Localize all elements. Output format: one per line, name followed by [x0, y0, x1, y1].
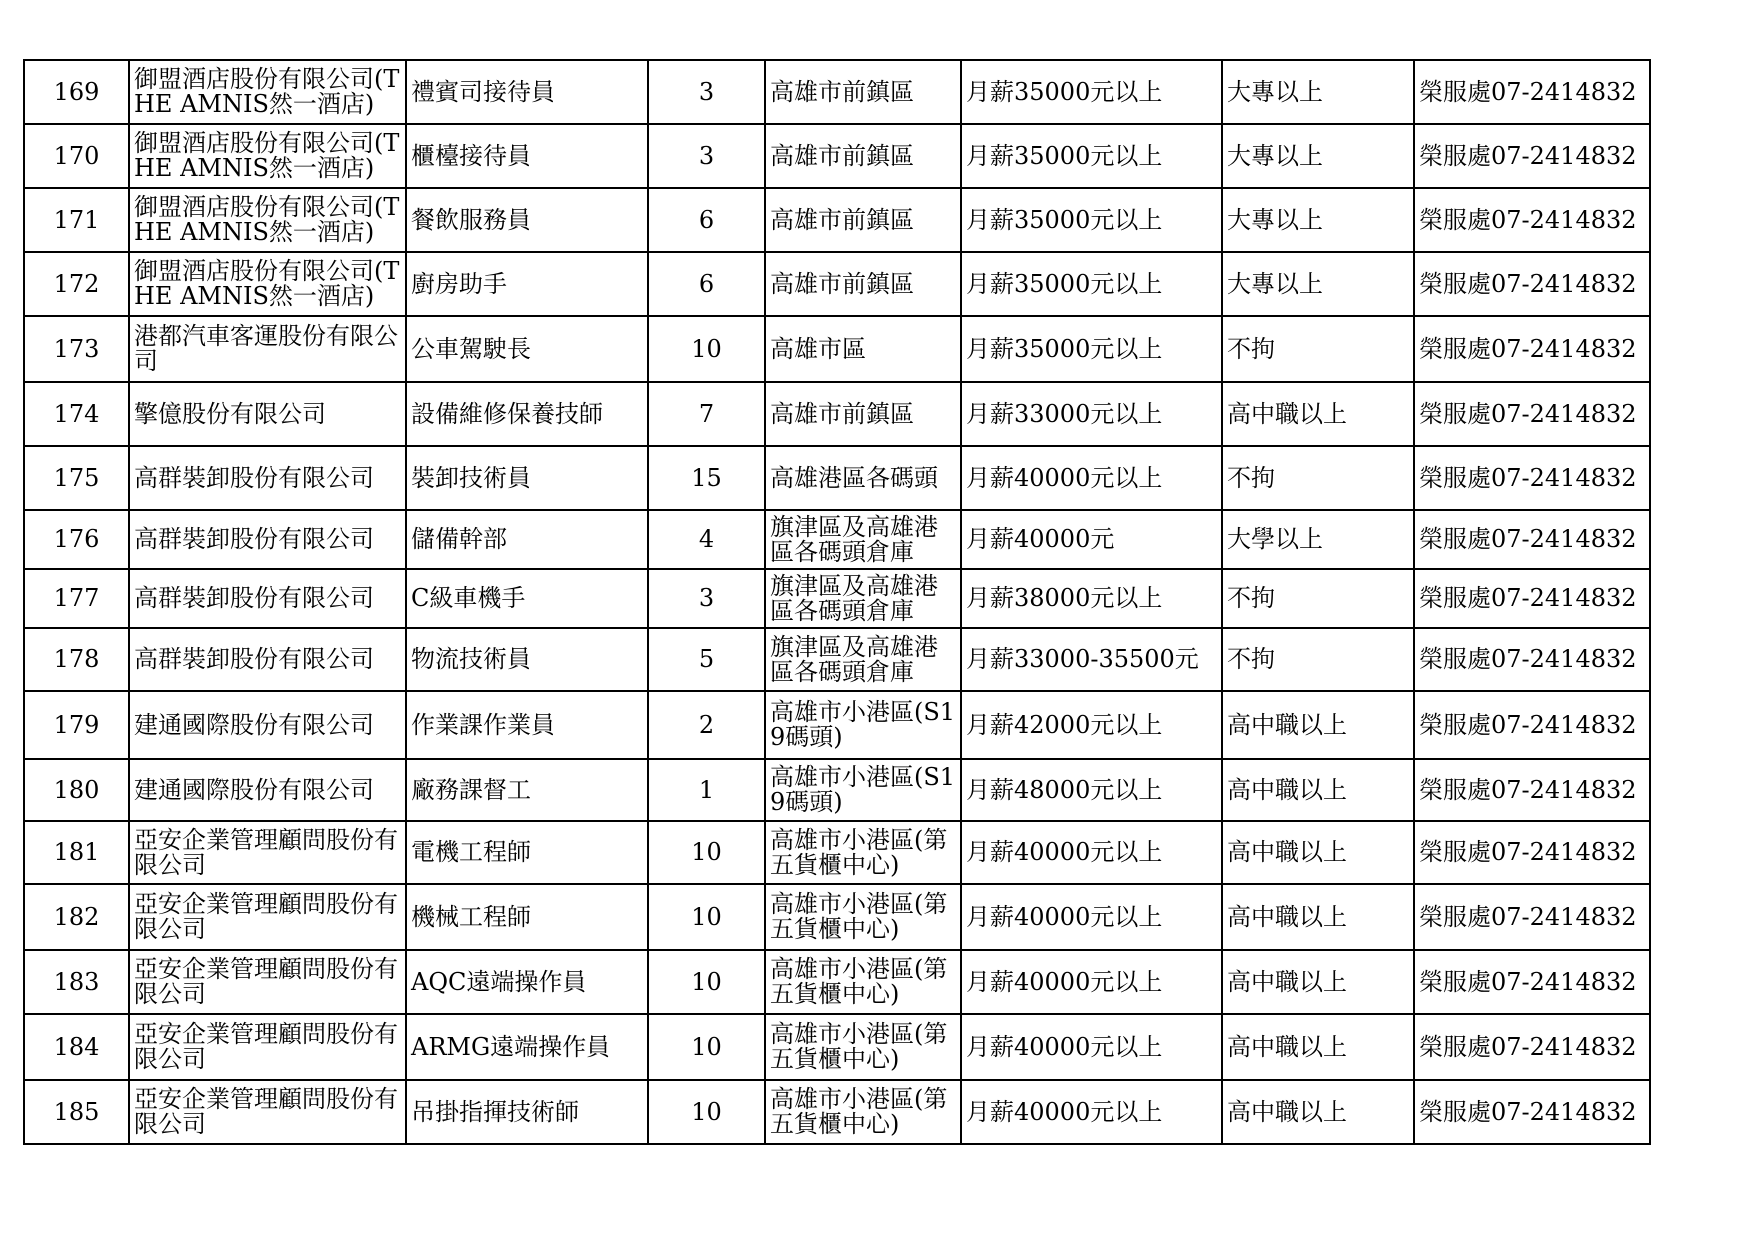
- table-row: [24, 1080, 1650, 1144]
- education-requirement-cell: 大專以上: [1222, 188, 1414, 252]
- salary-cell: 月薪35000元以上: [961, 252, 1222, 316]
- job-title-cell: 廚房助手: [406, 252, 648, 316]
- openings-count-cell: 10: [648, 950, 765, 1014]
- contact-info-cell: 榮服處07-2414832: [1414, 759, 1650, 821]
- job-title-cell: ARMG遠端操作員: [406, 1014, 648, 1080]
- work-location-cell: 旗津區及高雄港區各碼頭倉庫: [765, 628, 961, 691]
- education-requirement-cell: 不拘: [1222, 628, 1414, 691]
- openings-count-cell: 1: [648, 759, 765, 821]
- company-name-cell: 高群裝卸股份有限公司: [129, 446, 406, 510]
- salary-cell: 月薪33000元以上: [961, 382, 1222, 446]
- row-number-cell: 174: [24, 382, 129, 446]
- company-name-cell: 高群裝卸股份有限公司: [129, 510, 406, 569]
- education-requirement-cell: 高中職以上: [1222, 821, 1414, 884]
- table-row: [24, 1014, 1650, 1080]
- row-number-cell: 178: [24, 628, 129, 691]
- job-title-cell: 作業課作業員: [406, 691, 648, 759]
- row-number-cell: 182: [24, 884, 129, 950]
- openings-count-cell: 3: [648, 60, 765, 124]
- contact-info-cell: 榮服處07-2414832: [1414, 316, 1650, 382]
- contact-info-cell: 榮服處07-2414832: [1414, 1080, 1650, 1144]
- openings-count-cell: 10: [648, 821, 765, 884]
- contact-info-cell: 榮服處07-2414832: [1414, 569, 1650, 628]
- work-location-cell: 高雄市小港區(S19碼頭): [765, 691, 961, 759]
- row-number-cell: 177: [24, 569, 129, 628]
- company-name-cell: 建通國際股份有限公司: [129, 759, 406, 821]
- job-title-cell: 設備維修保養技師: [406, 382, 648, 446]
- job-title-cell: 餐飲服務員: [406, 188, 648, 252]
- company-name-cell: 御盟酒店股份有限公司(THE AMNIS然一酒店): [129, 252, 406, 316]
- job-title-cell: 公車駕駛長: [406, 316, 648, 382]
- contact-info-cell: 榮服處07-2414832: [1414, 884, 1650, 950]
- openings-count-cell: 10: [648, 884, 765, 950]
- company-name-cell: 亞安企業管理顧問股份有限公司: [129, 884, 406, 950]
- contact-info-cell: 榮服處07-2414832: [1414, 950, 1650, 1014]
- salary-cell: 月薪35000元以上: [961, 124, 1222, 188]
- company-name-cell: 御盟酒店股份有限公司(THE AMNIS然一酒店): [129, 124, 406, 188]
- salary-cell: 月薪48000元以上: [961, 759, 1222, 821]
- job-title-cell: 機械工程師: [406, 884, 648, 950]
- contact-info-cell: 榮服處07-2414832: [1414, 821, 1650, 884]
- salary-cell: 月薪33000-35500元: [961, 628, 1222, 691]
- contact-info-cell: 榮服處07-2414832: [1414, 124, 1650, 188]
- company-name-cell: 御盟酒店股份有限公司(THE AMNIS然一酒店): [129, 188, 406, 252]
- work-location-cell: 高雄市小港區(S19碼頭): [765, 759, 961, 821]
- company-name-cell: 亞安企業管理顧問股份有限公司: [129, 1080, 406, 1144]
- education-requirement-cell: 高中職以上: [1222, 1014, 1414, 1080]
- table-row: [24, 382, 1650, 446]
- work-location-cell: 高雄市前鎮區: [765, 60, 961, 124]
- salary-cell: 月薪40000元以上: [961, 821, 1222, 884]
- work-location-cell: 高雄港區各碼頭: [765, 446, 961, 510]
- education-requirement-cell: 高中職以上: [1222, 691, 1414, 759]
- salary-cell: 月薪40000元: [961, 510, 1222, 569]
- openings-count-cell: 2: [648, 691, 765, 759]
- row-number-cell: 181: [24, 821, 129, 884]
- salary-cell: 月薪42000元以上: [961, 691, 1222, 759]
- row-number-cell: 185: [24, 1080, 129, 1144]
- work-location-cell: 高雄市前鎮區: [765, 252, 961, 316]
- education-requirement-cell: 高中職以上: [1222, 950, 1414, 1014]
- contact-info-cell: 榮服處07-2414832: [1414, 382, 1650, 446]
- education-requirement-cell: 不拘: [1222, 316, 1414, 382]
- contact-info-cell: 榮服處07-2414832: [1414, 60, 1650, 124]
- salary-cell: 月薪40000元以上: [961, 884, 1222, 950]
- job-title-cell: 櫃檯接待員: [406, 124, 648, 188]
- education-requirement-cell: 不拘: [1222, 446, 1414, 510]
- work-location-cell: 高雄市小港區(第五貨櫃中心): [765, 950, 961, 1014]
- row-number-cell: 184: [24, 1014, 129, 1080]
- row-number-cell: 173: [24, 316, 129, 382]
- work-location-cell: 高雄市前鎮區: [765, 382, 961, 446]
- table-row: [24, 316, 1650, 382]
- company-name-cell: 亞安企業管理顧問股份有限公司: [129, 821, 406, 884]
- job-title-cell: 禮賓司接待員: [406, 60, 648, 124]
- table-row: [24, 252, 1650, 316]
- row-number-cell: 171: [24, 188, 129, 252]
- table-body: [24, 60, 1650, 1144]
- contact-info-cell: 榮服處07-2414832: [1414, 446, 1650, 510]
- contact-info-cell: 榮服處07-2414832: [1414, 510, 1650, 569]
- contact-info-cell: 榮服處07-2414832: [1414, 252, 1650, 316]
- contact-info-cell: 榮服處07-2414832: [1414, 1014, 1650, 1080]
- row-number-cell: 172: [24, 252, 129, 316]
- table-row: [24, 821, 1650, 884]
- work-location-cell: 高雄市小港區(第五貨櫃中心): [765, 1080, 961, 1144]
- table-row: [24, 188, 1650, 252]
- job-title-cell: 吊掛指揮技術師: [406, 1080, 648, 1144]
- education-requirement-cell: 高中職以上: [1222, 1080, 1414, 1144]
- row-number-cell: 175: [24, 446, 129, 510]
- table-row: [24, 628, 1650, 691]
- salary-cell: 月薪40000元以上: [961, 1014, 1222, 1080]
- salary-cell: 月薪35000元以上: [961, 188, 1222, 252]
- education-requirement-cell: 大專以上: [1222, 124, 1414, 188]
- education-requirement-cell: 大專以上: [1222, 252, 1414, 316]
- table-row: [24, 510, 1650, 569]
- openings-count-cell: 5: [648, 628, 765, 691]
- work-location-cell: 高雄市小港區(第五貨櫃中心): [765, 1014, 961, 1080]
- salary-cell: 月薪40000元以上: [961, 446, 1222, 510]
- work-location-cell: 旗津區及高雄港區各碼頭倉庫: [765, 510, 961, 569]
- company-name-cell: 亞安企業管理顧問股份有限公司: [129, 950, 406, 1014]
- table-row: [24, 124, 1650, 188]
- work-location-cell: 高雄市前鎮區: [765, 124, 961, 188]
- row-number-cell: 170: [24, 124, 129, 188]
- table-row: [24, 759, 1650, 821]
- work-location-cell: 高雄市小港區(第五貨櫃中心): [765, 821, 961, 884]
- education-requirement-cell: 大專以上: [1222, 60, 1414, 124]
- salary-cell: 月薪35000元以上: [961, 316, 1222, 382]
- company-name-cell: 高群裝卸股份有限公司: [129, 569, 406, 628]
- job-title-cell: AQC遠端操作員: [406, 950, 648, 1014]
- row-number-cell: 176: [24, 510, 129, 569]
- table-row: [24, 950, 1650, 1014]
- education-requirement-cell: 不拘: [1222, 569, 1414, 628]
- company-name-cell: 港都汽車客運股份有限公司: [129, 316, 406, 382]
- openings-count-cell: 10: [648, 1080, 765, 1144]
- education-requirement-cell: 高中職以上: [1222, 884, 1414, 950]
- openings-count-cell: 15: [648, 446, 765, 510]
- job-title-cell: 電機工程師: [406, 821, 648, 884]
- job-title-cell: 裝卸技術員: [406, 446, 648, 510]
- company-name-cell: 亞安企業管理顧問股份有限公司: [129, 1014, 406, 1080]
- table-row: [24, 884, 1650, 950]
- table-row: [24, 691, 1650, 759]
- table-row: [24, 569, 1650, 628]
- row-number-cell: 183: [24, 950, 129, 1014]
- job-title-cell: 廠務課督工: [406, 759, 648, 821]
- row-number-cell: 180: [24, 759, 129, 821]
- openings-count-cell: 6: [648, 188, 765, 252]
- salary-cell: 月薪40000元以上: [961, 950, 1222, 1014]
- table-row: [24, 446, 1650, 510]
- job-title-cell: 物流技術員: [406, 628, 648, 691]
- contact-info-cell: 榮服處07-2414832: [1414, 628, 1650, 691]
- openings-count-cell: 3: [648, 124, 765, 188]
- row-number-cell: 179: [24, 691, 129, 759]
- openings-count-cell: 7: [648, 382, 765, 446]
- education-requirement-cell: 高中職以上: [1222, 382, 1414, 446]
- contact-info-cell: 榮服處07-2414832: [1414, 691, 1650, 759]
- salary-cell: 月薪40000元以上: [961, 1080, 1222, 1144]
- work-location-cell: 高雄市區: [765, 316, 961, 382]
- contact-info-cell: 榮服處07-2414832: [1414, 188, 1650, 252]
- openings-count-cell: 10: [648, 1014, 765, 1080]
- company-name-cell: 擎億股份有限公司: [129, 382, 406, 446]
- education-requirement-cell: 高中職以上: [1222, 759, 1414, 821]
- job-title-cell: C級車機手: [406, 569, 648, 628]
- openings-count-cell: 10: [648, 316, 765, 382]
- openings-count-cell: 3: [648, 569, 765, 628]
- salary-cell: 月薪35000元以上: [961, 60, 1222, 124]
- work-location-cell: 旗津區及高雄港區各碼頭倉庫: [765, 569, 961, 628]
- education-requirement-cell: 大學以上: [1222, 510, 1414, 569]
- company-name-cell: 高群裝卸股份有限公司: [129, 628, 406, 691]
- openings-count-cell: 6: [648, 252, 765, 316]
- salary-cell: 月薪38000元以上: [961, 569, 1222, 628]
- table-row: [24, 60, 1650, 124]
- openings-count-cell: 4: [648, 510, 765, 569]
- job-title-cell: 儲備幹部: [406, 510, 648, 569]
- company-name-cell: 御盟酒店股份有限公司(THE AMNIS然一酒店): [129, 60, 406, 124]
- job-listings-table: [23, 59, 1651, 1145]
- company-name-cell: 建通國際股份有限公司: [129, 691, 406, 759]
- work-location-cell: 高雄市小港區(第五貨櫃中心): [765, 884, 961, 950]
- row-number-cell: 169: [24, 60, 129, 124]
- work-location-cell: 高雄市前鎮區: [765, 188, 961, 252]
